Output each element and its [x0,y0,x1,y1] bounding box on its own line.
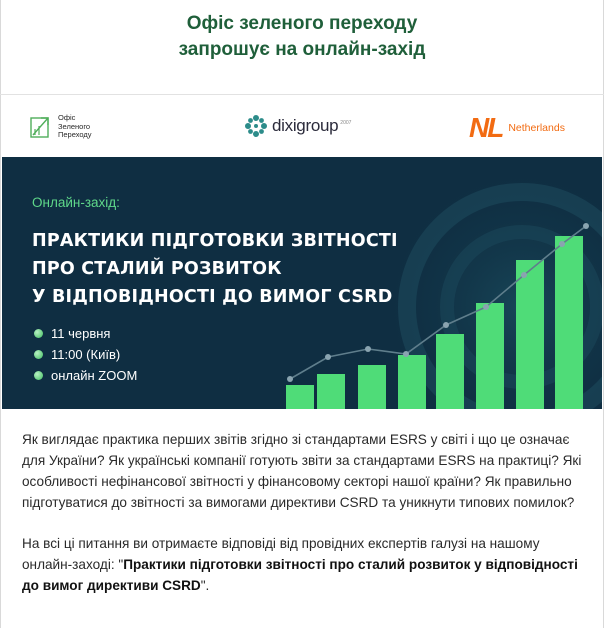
logo-netherlands [469,112,565,144]
event-type-label: Онлайн-захід: [32,195,120,210]
bullet-dot-icon [34,329,43,338]
growth-bar [516,260,544,409]
trend-point [483,304,489,310]
event-date [34,323,137,344]
bullet-dot-icon [34,371,43,380]
partner-logos [0,110,604,148]
ofis-logo-line: Переходу [58,130,92,139]
ofis-leaf-icon [30,115,52,139]
header-line-1: Офіс зеленого переходу [186,13,418,34]
divider [0,94,604,95]
bullet-dot-icon [34,350,43,359]
event-facts [34,323,137,386]
logo-dixigroup [244,114,351,138]
event-title [32,227,398,311]
trend-point [365,346,371,352]
dixi-logo-word: dixigroup [272,116,339,135]
growth-bar [286,385,314,409]
event-platform [34,365,137,386]
trend-point [443,322,449,328]
growth-bar [476,303,504,409]
event-name-bold: Практики підготовки звітності про сталий розвиток у відповідності до вимог директиви CSRD [22,557,578,593]
trend-point [521,272,527,278]
trend-point [325,354,331,360]
event-platform-text: онлайн ZOOM [51,368,138,383]
header-line-2: запрошує на онлайн-захід [178,39,426,60]
event-time-text: 11:00 (Київ) [51,347,121,362]
nl-logo-country: Netherlands [508,122,565,134]
dixi-logo-year: 2007 [340,120,352,126]
trend-point [403,351,409,357]
event-title-line: ПРАКТИКИ ПІДГОТОВКИ ЗВІТНОСТІ [32,231,398,251]
invitation-suffix: ". [200,578,210,593]
ofis-logo-text [58,114,92,140]
growth-bar [358,365,386,409]
nl-logo-mark: NL [469,112,503,143]
email-header [0,11,604,63]
invitation-text: На всі ці питання ви отримаєте відповіді від провідних експертів галузі на нашому онлайн-заході: " [22,536,540,572]
logo-ofis-zelenogo-perekhodu [30,114,92,140]
dixi-gear-icon [244,114,268,138]
event-title-line: ПРО СТАЛИЙ РОЗВИТОК [32,259,282,279]
event-title-line: У ВІДПОВІДНОСТІ ДО ВИМОГ CSRD [32,287,393,307]
ofis-logo-line: Офіс [58,113,76,122]
growth-bar [436,334,464,409]
event-time [34,344,137,365]
growth-bar [398,355,426,409]
growth-bar [317,374,345,409]
event-date-text: 11 червня [51,326,111,341]
trend-point [583,223,589,229]
email-body [22,429,582,616]
event-banner [2,157,602,409]
invitation-paragraph [22,533,582,596]
trend-point [287,376,293,382]
growth-bar [555,236,583,409]
intro-paragraph: Як виглядає практика перших звітів згідно зі стандартами ESRS у світі і що це означає для України? Як українські компанії готують звіти за стандартами ESRS на практиці? Які особливості нефінансової звітності у фінансовому секторі нашої країни? Як правильно підготуватися до звітності за вимогами директиви CSRD та уникнути типових помилок? [22,432,582,510]
ofis-logo-line: Зеленого [58,121,91,131]
trend-point [559,241,565,247]
